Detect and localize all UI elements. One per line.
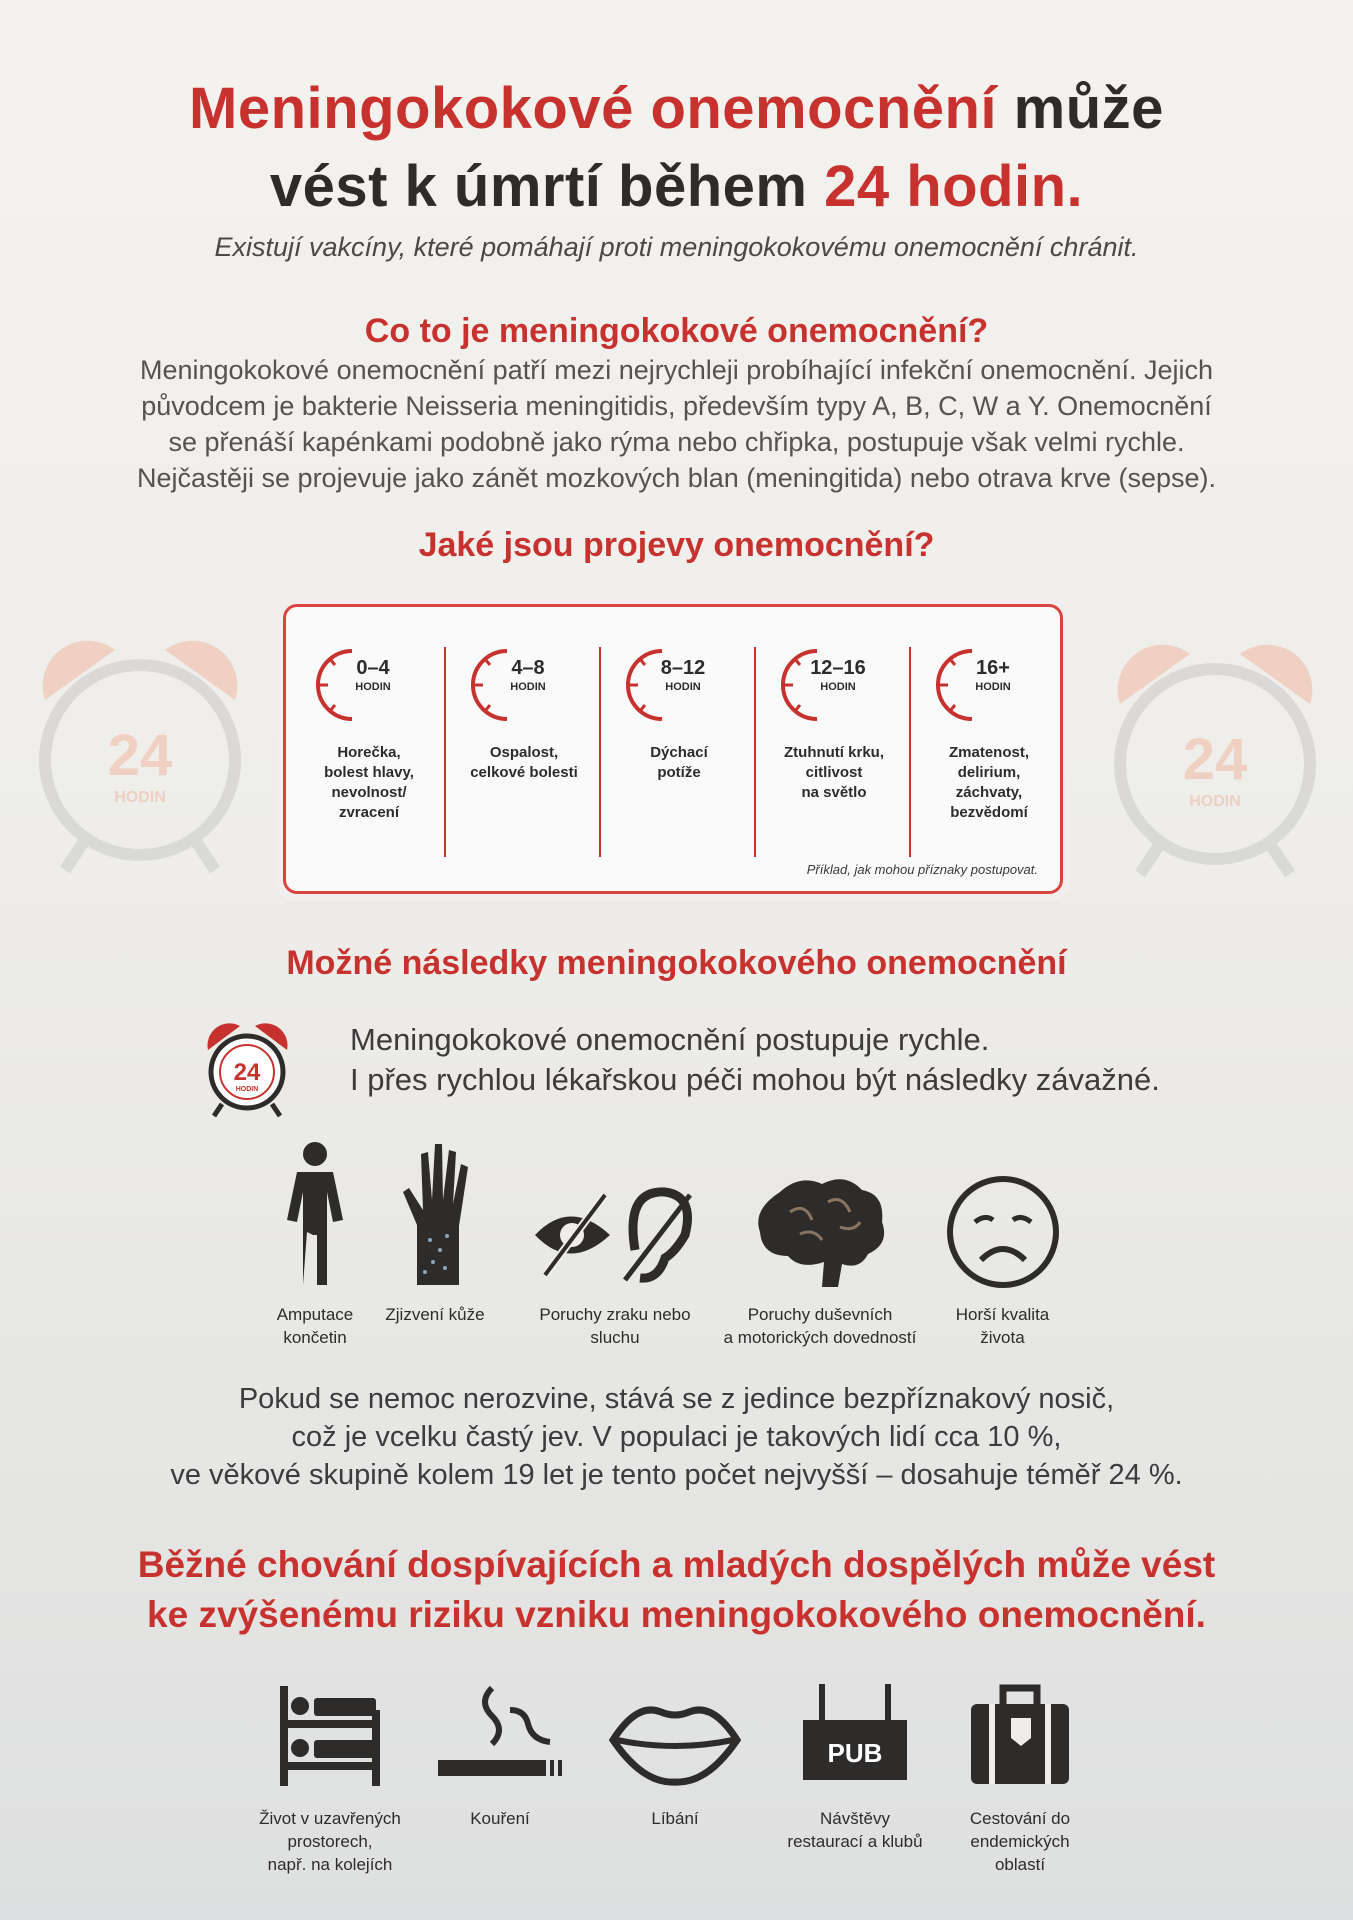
section-heading-consequences: Možné následky meningokokového onemocnění (286, 944, 1067, 982)
consequence-senses (520, 1180, 710, 1349)
label-line: např. na kolejích (267, 1855, 393, 1874)
symptom-line: bezvědomí (950, 804, 1028, 821)
label-line: Poruchy duševních (747, 1305, 893, 1324)
sight-hearing-loss-icon (530, 1180, 700, 1290)
label-line: oblastí (994, 1855, 1046, 1874)
stage-range: 0–4 (356, 657, 390, 679)
stage-unit: HODIN (665, 681, 701, 693)
stage-unit: HODIN (975, 681, 1011, 693)
svg-text:HODIN: HODIN (1189, 793, 1241, 810)
intro-paragraph (100, 352, 1253, 496)
consequence-label (375, 1303, 495, 1326)
timeline-stage (759, 635, 909, 845)
stage-symptoms (604, 743, 754, 783)
label-line: Líbání (651, 1809, 699, 1828)
cigarette-icon (430, 1680, 570, 1790)
stage-unit: HODIN (510, 681, 546, 693)
symptom-line: zvracení (338, 804, 400, 821)
bunk-bed-icon (270, 1680, 390, 1790)
stage-divider (754, 647, 756, 857)
timeline-stage (294, 635, 444, 845)
risk-travel (945, 1680, 1095, 1876)
symptom-line: bolest hlavy, (324, 764, 414, 781)
label-line: Zjizvení kůže (385, 1305, 485, 1324)
section-heading-what-is: Co to je meningokokové onemocnění? (364, 312, 989, 350)
paragraph-line: se přenáší kapénkami podobně jako rýma nebo chřipka, postupuje však velmi rychle. (168, 427, 1185, 457)
label-line: života (980, 1328, 1025, 1347)
paragraph-line: což je vcelku častý jev. V populaci je takových lidí cca 10 %, (291, 1421, 1062, 1453)
label-line: endemických (970, 1832, 1070, 1851)
consequence-mental (720, 1172, 920, 1349)
symptom-line: Zmatenost, (948, 744, 1029, 761)
label-line: Kouření (470, 1809, 530, 1828)
svg-text:HODIN: HODIN (114, 789, 166, 806)
risk-kissing (600, 1690, 750, 1830)
risk-pub (770, 1680, 940, 1853)
label-line: sluchu (590, 1328, 640, 1347)
symptom-line: Ztuhnutí krku, (784, 744, 884, 761)
consequence-scarring (375, 1140, 495, 1326)
paragraph-line: Pokud se nemoc nerozvine, stává se z jedince bezpříznakový nosič, (238, 1383, 1115, 1415)
label-line: Poruchy zraku nebo (539, 1305, 691, 1324)
symptom-line: potíže (657, 764, 701, 781)
consequence-label (720, 1303, 920, 1349)
pub-icon (795, 1680, 915, 1790)
paragraph-line: Meningokokové onemocnění postupuje rychle. (350, 1022, 990, 1057)
scarred-hand-icon (395, 1140, 475, 1290)
symptom-line: na světlo (801, 784, 867, 801)
symptom-line: záchvaty, (955, 784, 1023, 801)
stage-range: 16+ (976, 657, 1010, 679)
consequence-label (930, 1303, 1075, 1349)
paragraph-line: ve věkové skupině kolem 19 let je tento počet nejvyšší – dosahuje téměř 24 %. (170, 1459, 1183, 1491)
stage-divider (444, 647, 446, 857)
symptom-line: delirium, (957, 764, 1021, 781)
stage-unit: HODIN (355, 681, 391, 693)
stage-range: 8–12 (660, 657, 706, 679)
svg-text:24: 24 (233, 1059, 261, 1086)
title-text: může (1013, 76, 1164, 141)
symptom-line: Dýchací (650, 744, 708, 761)
label-line: restaurací a klubů (787, 1832, 923, 1851)
timeline-stage (449, 635, 599, 845)
brain-icon (750, 1172, 890, 1290)
label-line: Horší kvalita (955, 1305, 1050, 1324)
stage-symptoms (294, 743, 444, 823)
heading-line: Běžné chování dospívajících a mladých dospělých může vést (137, 1544, 1216, 1585)
risk-label (945, 1807, 1095, 1876)
subtitle: Existují vakcíny, které pomáhají proti meningokokovému onemocnění chránit. (214, 232, 1139, 262)
carrier-paragraph (60, 1380, 1293, 1494)
risk-dorm (240, 1680, 420, 1876)
risk-smoking (425, 1680, 575, 1830)
alarm-clock-left-icon (25, 630, 255, 880)
consequence-quality (930, 1174, 1075, 1349)
amputation-icon (275, 1140, 355, 1290)
paragraph-line: Nejčastěji se projevuje jako zánět mozkových blan (meningitida) nebo otrava krve (sepse). (136, 463, 1217, 493)
symptom-line: Ospalost, (489, 744, 559, 761)
stage-symptoms (914, 743, 1064, 823)
page-title (0, 70, 1353, 226)
timeline-stage (914, 635, 1064, 845)
label-line: Cestování do (969, 1809, 1071, 1828)
symptom-line: nevolnost/ (331, 784, 407, 801)
symptom-timeline-card (283, 604, 1063, 894)
suitcase-icon (965, 1680, 1075, 1790)
label-line: končetin (283, 1328, 347, 1347)
svg-text:PUB: PUB (827, 1738, 883, 1768)
title-highlight: Meningokokové onemocnění (189, 76, 998, 141)
risk-label (425, 1807, 575, 1830)
paragraph-line: původcem je bakterie Neisseria meningitidis, především typy A, B, C, W a Y. Onemocnění (141, 391, 1212, 421)
consequence-intro (350, 1020, 1250, 1100)
svg-text:24: 24 (107, 723, 173, 788)
title-highlight: 24 hodin. (824, 154, 1084, 219)
label-line: Život v uzavřených (259, 1809, 401, 1828)
alarm-clock-icon (200, 1020, 295, 1120)
stage-range: 4–8 (511, 657, 545, 679)
symptom-line: citlivost (805, 764, 863, 781)
label-line: a motorických dovedností (723, 1328, 917, 1347)
consequence-label (520, 1303, 710, 1349)
svg-text:24: 24 (1182, 727, 1248, 792)
title-text: vést k úmrtí během (269, 154, 808, 219)
timeline-stage (604, 635, 754, 845)
sad-face-icon (945, 1174, 1061, 1290)
risk-label (770, 1807, 940, 1853)
consequence-label (255, 1303, 375, 1349)
lips-icon (607, 1690, 743, 1790)
stage-symptoms (449, 743, 599, 783)
symptom-line: Horečka, (337, 744, 401, 761)
timeline-caption: Příklad, jak mohou příznaky postupovat. (806, 862, 1038, 877)
risk-label (240, 1807, 420, 1876)
svg-text:HODIN: HODIN (235, 1086, 259, 1093)
stage-range: 12–16 (810, 657, 866, 679)
section-heading-symptoms: Jaké jsou projevy onemocnění? (418, 526, 935, 564)
stage-divider (909, 647, 911, 857)
paragraph-line: Meningokokové onemocnění patří mezi nejrychleji probíhající infekční onemocnění. Jejich (139, 355, 1214, 385)
label-line: prostorech, (287, 1832, 373, 1851)
paragraph-line: I přes rychlou lékařskou péči mohou být následky závažné. (350, 1062, 1160, 1097)
label-line: Amputace (276, 1305, 354, 1324)
risk-label (600, 1807, 750, 1830)
heading-line: ke zvýšenému riziku vzniku meningokokového onemocnění. (147, 1594, 1206, 1635)
consequence-amputation (255, 1140, 375, 1349)
stage-symptoms (759, 743, 909, 803)
symptom-line: celkové bolesti (470, 764, 578, 781)
label-line: Návštěvy (820, 1809, 890, 1828)
stage-unit: HODIN (820, 681, 856, 693)
risk-heading (40, 1540, 1313, 1640)
alarm-clock-right-icon (1100, 634, 1330, 884)
stage-divider (599, 647, 601, 857)
